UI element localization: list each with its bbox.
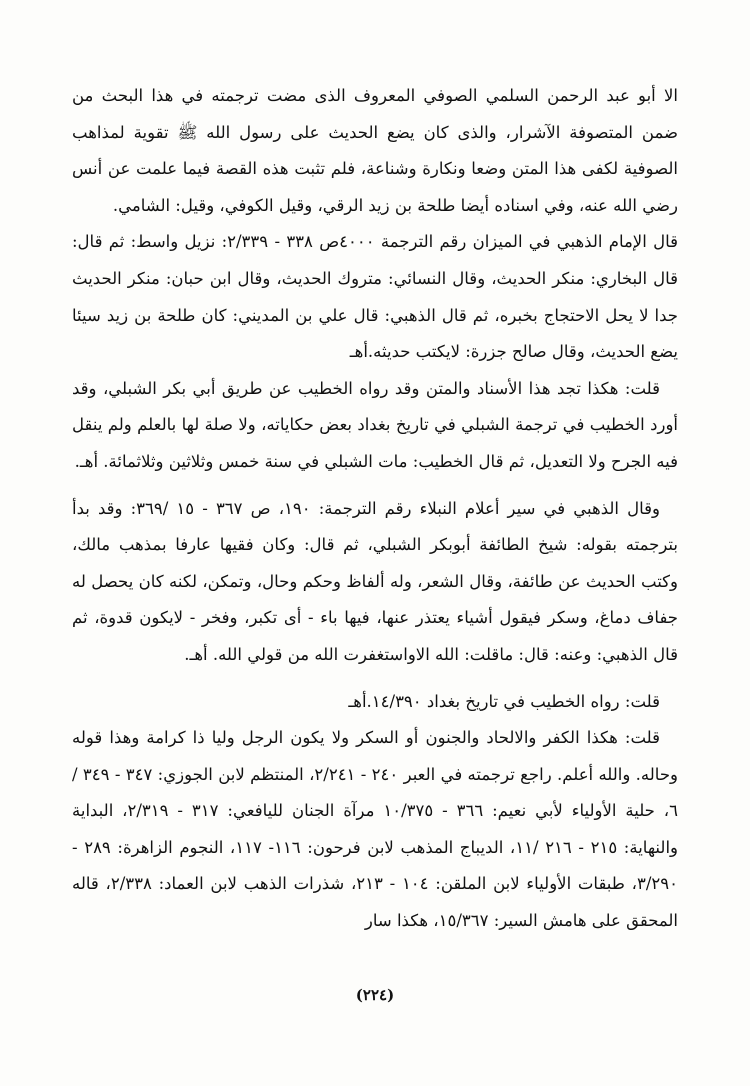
page-number: (٢٢٤) — [355, 986, 395, 1004]
paragraph-references: قلت: هكذا الكفر والالحاد والجنون أو السكر ولا يكون الرجل وليا ذا كرامة وهذا قوله وحاله. والله أعلم. راجع ترجمته في العبر ٢٤٠ - ٢/٢٤١، المنتظم لابن الجوزي: ٣٤٧ - ٣٤٩ /٦، حلية الأولياء لأبي نعيم: ٣٦٦ - ١٠/٣٧٥ مرآة الجنان لليافعي: ٣١٧ - ٢/٣١٩، البداية والنهاية: ٢١٥ - ٢١٦ /١١، الديباج المذهب لابن فرحون: ١١٦- ١١٧، النجوم الزاهرة: ٢٨٩ - ٣/٢٩٠، طبقات الأولياء لابن الملقن: ١٠٤ - ٢١٣، شذرات الذهب لابن العماد: ٢/٣٣٨، قاله المحقق على هامش السير: ١٥/٣٦٧، هكذا سار — [72, 728, 678, 931]
paragraph-siyar: وقال الذهبي في سير أعلام النبلاء رقم الترجمة: ١٩٠، ص ٣٦٧ - ١٥ /٣٦٩: وقد بدأ بترجمته بقوله: شيخ الطائفة أبوبكر الشبلي، ثم قال: وكان فقيها عارفا بمذهب مالك، وكتب الحديث عن طائفة، وقال الشعر، وله ألفاظ وحكم وحال، وتمكن، لكنه كان يحصل له جفاف دماغ، وسكر فيقول أشياء يعتذر عنها، فيها باء - أى تكبر، وفخر - لايكون قدوة، ثم قال الذهبي: وعنه: قال: ماقلت: الله الاواستغفرت الله من قولي الله. أهـ. — [72, 498, 678, 664]
paragraph-sulami: الا أبو عبد الرحمن السلمي الصوفي المعروف الذى مضت ترجمته في هذا البحث من ضمن المتصوفة الآشرار، والذى كان يضع الحديث على رسول الله ﷺ تقوية لمذاهب الصوفية لكفى هذا المتن وضعا ونكارة وشناعة، فلم تثبت هذه القصة فيما علمت عن أنس رضي الله عنه، وفي اسناده أيضا طلحة بن زيد الرقي، وقيل الكوفي، وقيل: الشامي. — [72, 86, 678, 215]
paragraph-khatib-isnad: قلت: هكذا تجد هذا الأسناد والمتن وقد رواه الخطيب عن طريق أبي بكر الشبلي، وقد أورد الخطيب في ترجمة الشبلي في تاريخ بغداد بعض حكاياته، ولا صلة لها بالعلم ولم ينقل فيه الجرح ولا التعديل، ثم قال الخطيب: مات الشبلي في سنة خمس وثلاثين وثلاثمائة. أهـ. — [72, 378, 678, 471]
paragraph-mizan: قال الإمام الذهبي في الميزان رقم الترجمة ٤٠٠٠ص ٣٣٨ - ٢/٣٣٩: نزيل واسط: ثم قال: قال البخاري: منكر الحديث، وقال النسائي: متروك الحديث، وقال ابن حبان: منكر الحديث جدا لا يحل الاحتجاج بخبره، ثم قال الذهبي: قال علي بن المديني: كان طلحة بن زيد سيئا يضع الحديث، وقال صالح جزرة: لايكتب حديثه.أهـ — [72, 232, 678, 362]
paragraph-tarikh-baghdad: قلت: رواه الخطيب في تاريخ بغداد ١٤/٣٩٠.أهـ — [348, 691, 660, 711]
body-text — [72, 78, 678, 940]
